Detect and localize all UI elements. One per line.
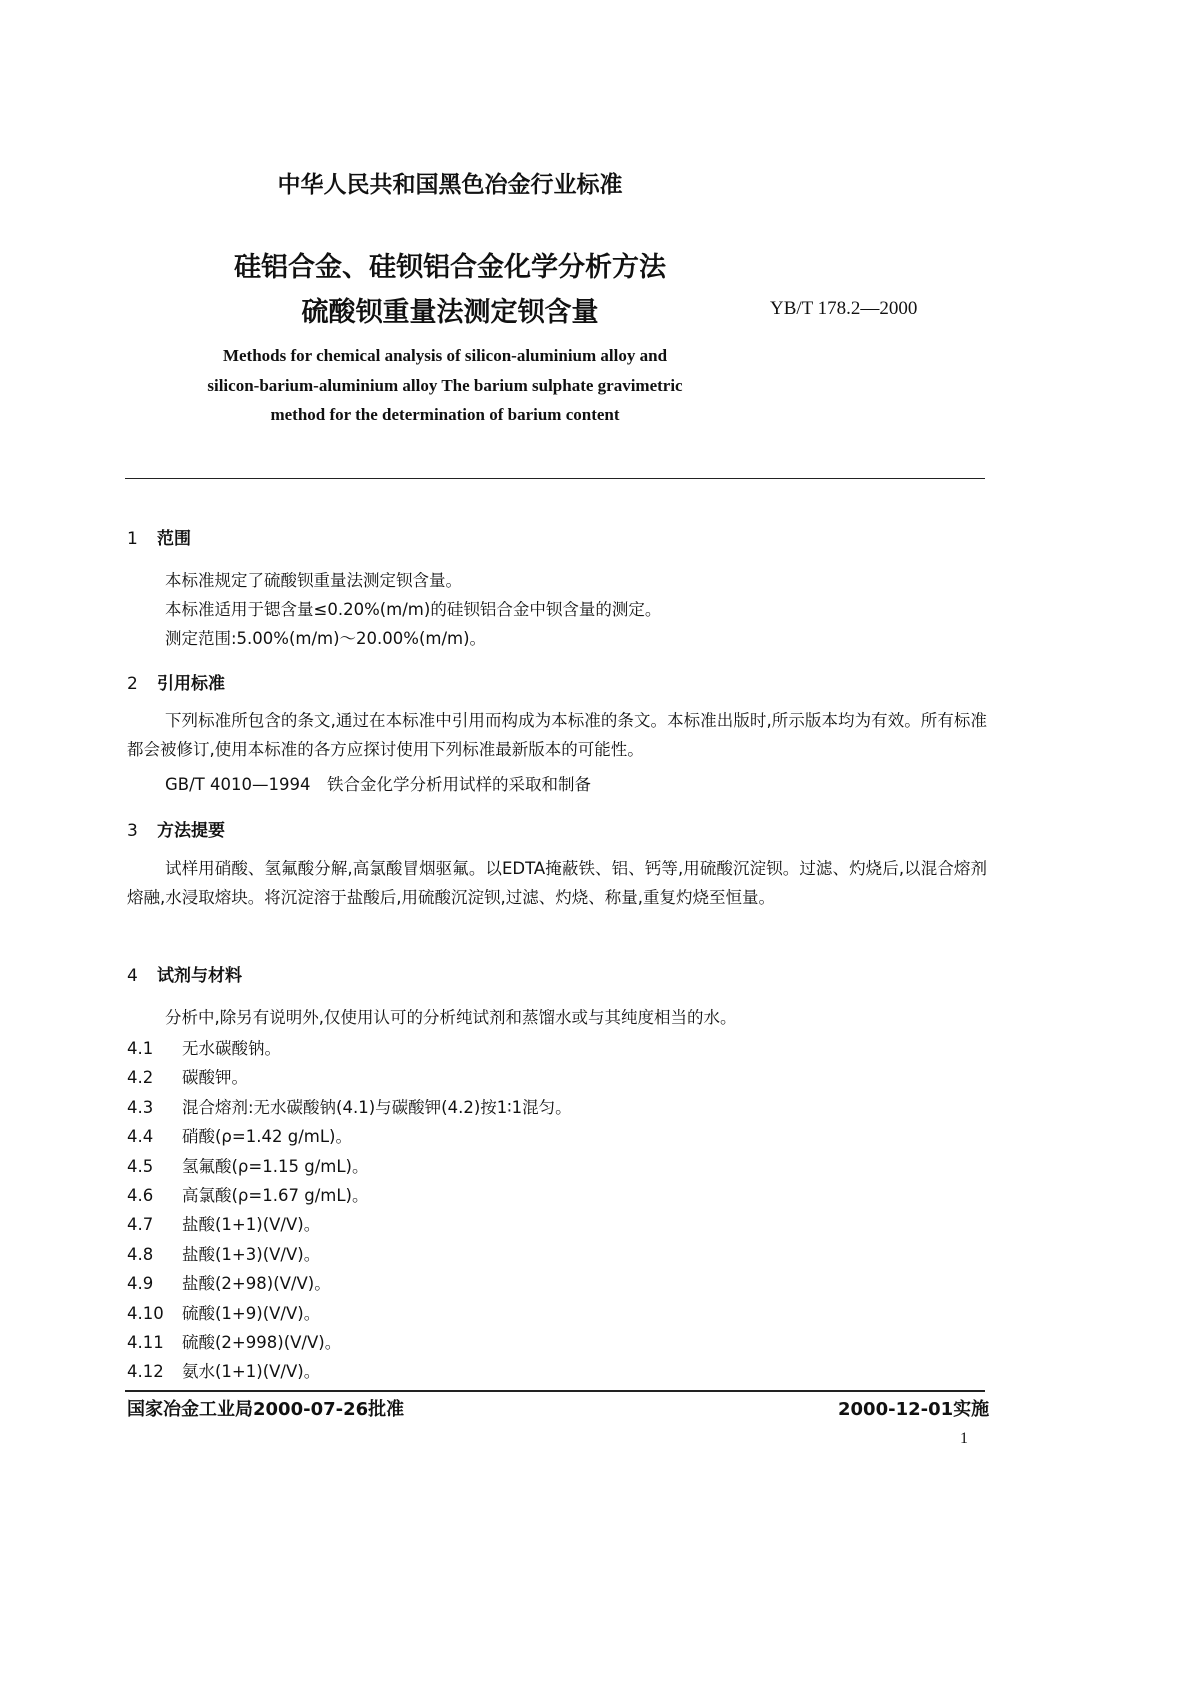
item-number: 4.1 [127,1039,154,1058]
paragraph: 试样用硝酸、氢氟酸分解,高氯酸冒烟驱氟。以EDTA掩蔽铁、铝、钙等,用硫酸沉淀钡。过滤、灼烧后,以混合熔剂熔融,水浸取熔块。将沉淀溶于盐酸后,用硫酸沉淀钡,过滤、灼烧、称量,重复灼烧至恒量。 [127,859,987,907]
section-1-heading [127,524,191,549]
item-number: 4.3 [127,1097,154,1117]
section-number: 2 [127,674,138,694]
reagent-item [127,1153,368,1177]
reagent-item [127,1064,248,1088]
item-text: 硫酸(1+9)(V/V)。 [182,1303,321,1323]
english-title-1: Methods for chemical analysis of silicon-aluminium alloy and [222,346,668,365]
reagent-item [127,1358,320,1382]
item-text: 氨水(1+1)(V/V)。 [182,1362,321,1382]
divider [125,478,985,479]
reagent-item [127,1035,281,1059]
reagent-item [127,1270,331,1294]
item-number: 4.2 [127,1068,154,1088]
item-number: 4.4 [127,1127,154,1147]
reagent-item [127,1211,320,1235]
item-number: 4.10 [127,1303,164,1323]
text-line: 本标准适用于锶含量≤0.20%(m/m)的硅钡铝合金中钡含量的测定。 [165,600,662,619]
title-line-1: 硅铝合金、硅钡铝合金化学分析方法 [234,252,666,283]
section-title: 试剂与材料 [157,966,242,986]
section-2-heading [127,669,225,694]
item-number: 4.12 [127,1362,164,1382]
standard-code: YB/T 178.2—2000 [770,298,918,319]
text-line: 测定范围:5.00%(m/m)～20.00%(m/m)。 [165,629,487,648]
item-text: 碳酸钾。 [182,1068,248,1088]
approval-date: 国家冶金工业局2000-07-26批准 [127,1399,405,1420]
section-number: 4 [127,966,138,986]
reference-line: GB/T 4010—1994 铁合金化学分析用试样的采取和制备 [165,775,591,794]
english-title-2: silicon-barium-aluminium alloy The barium sulphate gravimetric [207,376,683,395]
footer-divider [125,1390,985,1392]
item-text: 高氯酸(ρ=1.67 g/mL)。 [182,1186,369,1205]
section-title: 范围 [157,529,191,549]
item-number: 4.5 [127,1156,154,1176]
item-text: 盐酸(2+98)(V/V)。 [182,1274,331,1294]
section-3-heading [127,816,225,841]
item-number: 4.11 [127,1333,164,1352]
reagent-item [127,1123,352,1147]
section-number: 1 [127,529,138,549]
item-text: 无水碳酸钠。 [182,1039,281,1058]
reagent-item [127,1241,320,1265]
section-number: 3 [127,821,138,841]
issuer-header: 中华人民共和国黑色冶金行业标准 [277,172,623,198]
item-text: 盐酸(1+3)(V/V)。 [182,1244,321,1264]
item-text: 硝酸(ρ=1.42 g/mL)。 [182,1127,352,1147]
section-4-heading [127,961,242,986]
item-text: 混合熔剂:无水碳酸钠(4.1)与碳酸钾(4.2)按1∶1混匀。 [182,1097,572,1117]
effective-date: 2000-12-01实施 [838,1399,990,1420]
item-text: 氢氟酸(ρ=1.15 g/mL)。 [182,1156,369,1176]
item-text: 硫酸(2+998)(V/V)。 [182,1333,342,1352]
reagent-item [127,1182,368,1206]
item-number: 4.8 [127,1244,154,1264]
item-text: 盐酸(1+1)(V/V)。 [182,1215,321,1235]
page-number: 1 [960,1430,968,1447]
section-title: 方法提要 [157,821,225,841]
reagent-item [127,1329,341,1353]
item-number: 4.9 [127,1274,154,1294]
title-line-2: 硫酸钡重量法测定钡含量 [301,297,599,328]
item-number: 4.6 [127,1186,154,1205]
reagent-item [127,1300,320,1324]
english-title-3: method for the determination of barium content [270,405,620,424]
item-number: 4.7 [127,1215,154,1235]
reagent-item [127,1094,572,1118]
section-title: 引用标准 [157,674,225,694]
text-line: 分析中,除另有说明外,仅使用认可的分析纯试剂和蒸馏水或与其纯度相当的水。 [165,1008,737,1027]
paragraph: 下列标准所包含的条文,通过在本标准中引用而构成为本标准的条文。本标准出版时,所示版本均为有效。所有标准都会被修订,使用本标准的各方应探讨使用下列标准最新版本的可能性。 [127,711,987,759]
text-line: 本标准规定了硫酸钡重量法测定钡含量。 [165,571,462,590]
